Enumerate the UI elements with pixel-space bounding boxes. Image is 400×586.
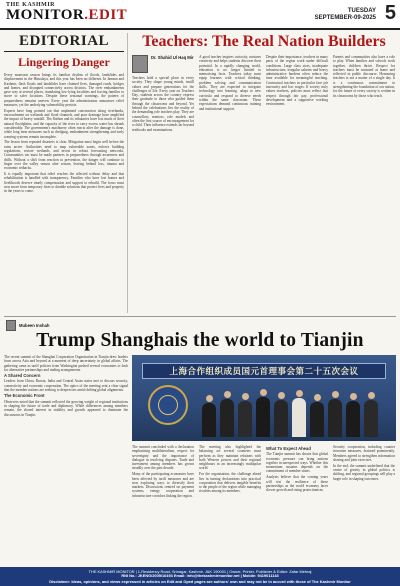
teachers-text: Despite their importance, teachers in many parts of the region work under difficult conditions. Large class sizes, inadequate infrastructure, irregular salaries and heavy administrative burdens often reduce the time available for meaningful teaching. Contractual teachers in particular face job insecurity and low wages. If society truly values teachers, policies must reflect that respect through fair pay, professional development and a supportive working environment. (266, 55, 328, 107)
trump-paragraph: The meeting also highlighted the balancing act several countries must perform as they maintain relations with both Western powers and their regional neighbours in an increasingly multipolar world. (199, 445, 261, 471)
teachers-byline (132, 55, 194, 73)
issue-day: TUESDAY (347, 8, 376, 14)
trump-paragraph: In the end, the summit underlined that the centre of gravity in global politics is shifting, and regional groupings will play a larger role in shaping outcomes. (333, 463, 395, 481)
trump-subhead: A Shared Concern (4, 373, 41, 379)
trump-text (333, 445, 395, 481)
trump-paragraph: The Tianjin summit has shown that global economic pressure can bring nations together in unexpected ways. Whether this momentum sustains depends on the commitment of member states. (266, 452, 328, 474)
trump-column (199, 445, 261, 563)
editorial-label: EDITORIAL (4, 33, 124, 52)
editorial-title: Lingering Danger (18, 55, 110, 69)
trump-text (266, 447, 328, 492)
teachers-column-4 (333, 55, 395, 313)
teachers-headline[interactable]: Teachers: The Real Nation Builders (142, 33, 386, 50)
editorial-paragraph: It is equally important that relief reaches the affected without delay and that rehabilitation is handled with transparency. Families who have lost homes and livelihoods deserve timely compensation and support to rebuild. The focus must now move from temporary fixes to durable solutions that protect lives and property in the years to come. (4, 172, 124, 194)
trump-paragraph: Analysts believe that the coming years will test the resilience of these partnerships as the world economy faces slower growth and rising protectionism. (266, 475, 328, 493)
trump-subhead: The Economic Front (4, 393, 45, 399)
summit-banner: 上海合作组织成员国元首理事会第二十五次会议 (142, 363, 386, 379)
footer-line-2: RNI No.: JKENG/2005/16493 Email: info@thekashmirmonitor.net | Mobile: 9419011143 (121, 573, 279, 578)
newspaper-logo[interactable] (6, 2, 127, 23)
issue-date-text: SEPTEMBER-09-2025 (314, 14, 376, 21)
logo-monitor: MONITOR (6, 7, 85, 23)
teachers-column-3 (266, 55, 328, 313)
logo-main-text (6, 8, 127, 23)
teachers-text: Parents and communities also have a role to play. When families and schools work together, children thrive. Respect for teachers must be nurtured at home and reflected in public discourse. Honouring teachers is not a matter of a single day. It is a continuous commitment to strengthening the foundation of our nation, for the future of every society is written in its classrooms by those who teach. (333, 55, 395, 98)
trump-paragraph: For the organisation, the challenge ahead lies in turning declarations into practical cooperation that delivers tangible benefits to the people of the region while managing rivalries among its members. (199, 472, 261, 494)
trump-paragraph: Leaders from China, Russia, India and Central Asian states met to discuss security, connectivity and economic cooperation. The optics of the meeting sent a clear signal that the member nations are seeking to deepen ties amid shifting global alignments. (4, 379, 128, 393)
trump-column (333, 445, 395, 563)
summit-photo[interactable] (132, 355, 396, 441)
footer-line-1: THE KASHMIR MONITOR | 1-Residency Road, Srinagar, Kashmir. J&K 190001 | Owner, Printer, Publisher & Editor: Zafar Mehraj (88, 569, 312, 574)
logo-top-text: THE KASHMIR (6, 2, 56, 8)
trump-author: Mubeen Inshah (19, 323, 50, 328)
trump-left-column (4, 355, 128, 563)
trump-paragraph: Many of the participating economies have been affected by tariff measures and are now exploring ways to diversify their markets. Discussions centred on payment systems, energy cooperation and infrastructure corridors linking the region. (132, 472, 194, 498)
teachers-columns (132, 55, 396, 313)
teachers-author: Dr. Shahid Ul Haq Mir (151, 55, 194, 60)
issue-date (315, 8, 376, 22)
section-divider (4, 316, 396, 317)
editorial-body (4, 73, 124, 194)
teachers-column-1 (132, 55, 194, 313)
editorial-paragraph: Every monsoon season brings its familiar rhythm of floods, landslides and displacement in the Himalaya, and this year has been no different. In Jammu and Kashmir, flash floods and landslides have claimed lives, damaged roads, bridges and homes, and disrupted connectivity across districts. The river embankments gave way at several places, inundating low-lying localities and forcing families to move to safer locations. Despite these seasonal warnings, the pattern of preparedness remains uneven. Every year the administration announces relief measures, yet the underlying vulnerability persists. (4, 73, 124, 108)
editorial-section (4, 33, 128, 313)
teachers-text: A good teacher inspires curiosity, nurtures creativity and helps students discover their potential. In a rapidly changing world, education is no longer limited to memorising facts. Teachers today must equip learners with critical thinking, problem solving and communication skills. They are expected to integrate technology into learning, adapt to new curricula and respond to diverse needs within the same classroom. These expectations demand continuous training and institutional support. (199, 55, 261, 111)
sco-emblem-icon (148, 385, 188, 425)
editorial-paragraph: Experts have long pointed out that unplanned construction along riverbanks, encroachment on wetlands and flood channels, and poor drainage have amplified the impact of heavy rainfall. The Jhelum and its tributaries have lost much of their natural floodplains, and the capacity of the river to carry excess water has shrunk considerably. The government's machinery often reacts after the damage is done, while long term measures such as dredging, embankment strengthening and early warning systems remain incomplete. (4, 108, 124, 139)
leaders-group (202, 387, 386, 437)
disclaimer-text: Disclaimer: Ideas, opinions, and views expressed in articles on Edit and Oped pages are authors' own and may not be in accord with those of The Kashmir Monitor (49, 579, 351, 584)
author-photo (132, 55, 148, 73)
trump-subhead: What To Expect Ahead (266, 446, 311, 451)
trump-text (199, 445, 261, 494)
logo-edit: .EDIT (84, 7, 128, 23)
trump-paragraph: Security cooperation, including counter terrorism measures, featured prominently. Members agreed to strengthen information sharing and joint exercises. (333, 445, 395, 462)
page-number: 5 (384, 2, 396, 24)
masthead (0, 0, 400, 30)
teachers-article (132, 33, 396, 313)
footer-disclaimer (0, 573, 400, 584)
editorial-paragraph: The lesson from repeated disasters is clear. Mitigation must begin well before the rains arrive. Authorities need to map vulnerable zones, enforce building regulations, restore wetlands, and invest in robust forecasting networks. Communities too must be made partners in preparedness through awareness and drills. Without a shift from reaction to prevention, the danger will continue to linger over the valley season after season, leaving behind loss, trauma and economic setbacks. (4, 140, 124, 171)
trump-text (132, 445, 194, 498)
trump-paragraph: The summit concluded with a declaration emphasising multilateralism, respect for sovereignty and the importance of dialogue in resolving disputes. Trade and investment among members has grown steadily over the past decade. (132, 445, 194, 471)
trump-text (4, 355, 128, 417)
trump-headline[interactable]: Trump Shanghais the world to Tianjin (36, 330, 364, 351)
teachers-text: Teachers hold a special place in every society. They shape young minds, instill values and prepare generations for the challenges of life. Every year on Teachers Day, students across the country express their gratitude to those who guided them through the classrooms and beyond. Yet behind the celebrations lies the reality of the demanding role teachers play. They are counsellors, mentors, role models and often the first source of encouragement for a child. Their influence extends far beyond textbooks and examinations. (132, 76, 194, 132)
trump-column (132, 445, 194, 563)
trump-paragraph: The recent summit of the Shanghai Cooperation Organisation in Tianjin drew leaders from across Asia and beyond at a moment of deep uncertainty in global affairs. The gathering came as tariff policies from Washington pushed several economies to look for alternative partnerships and trading arrangements. (4, 355, 128, 372)
trump-column (266, 445, 328, 563)
trump-paragraph: Observers noted that the summit reflected the growing weight of regional institutions in shaping the future of trade and diplomacy. While differences among members remain, the shared interest in stability and growth appeared to dominate the discussions in Tianjin. (4, 399, 128, 417)
teachers-column-2 (199, 55, 261, 313)
